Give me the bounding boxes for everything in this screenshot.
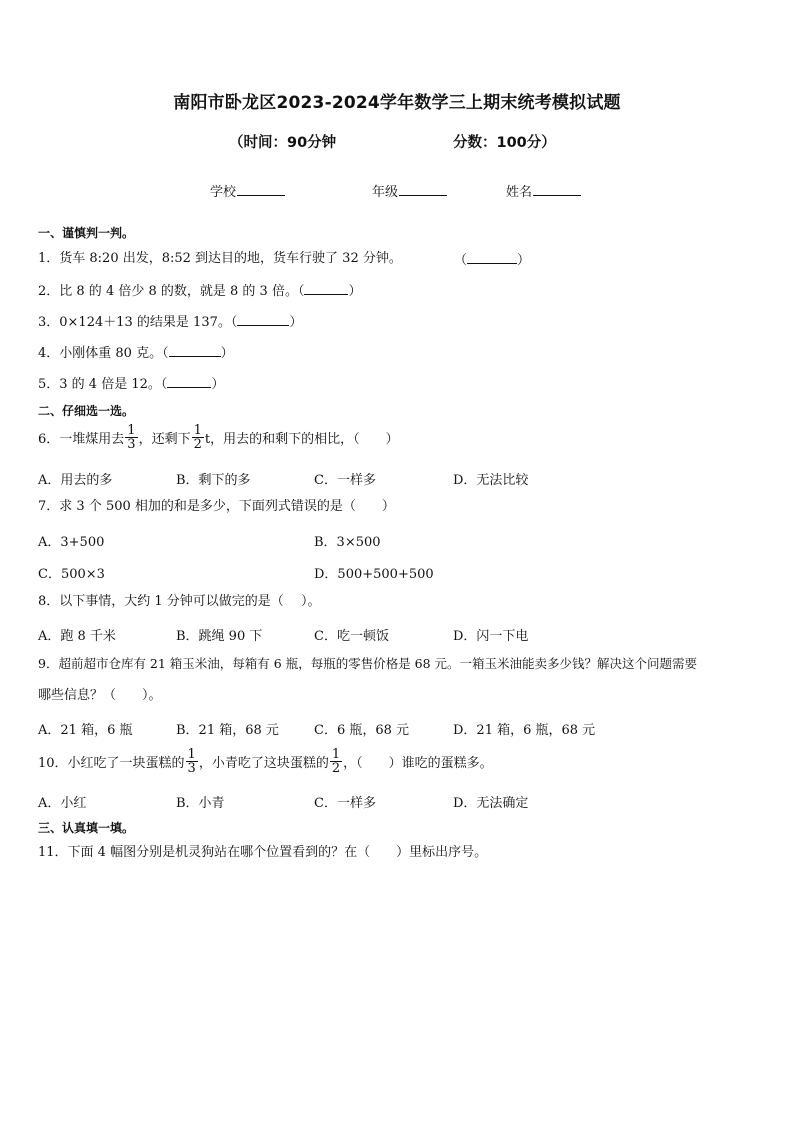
question-4: 4．小刚体重 80 克。（ ） bbox=[38, 346, 234, 361]
answer-blank[interactable] bbox=[237, 313, 289, 326]
q7-option-d[interactable]: D．500+500+500 bbox=[314, 567, 434, 582]
name-field[interactable] bbox=[506, 181, 581, 200]
q7-option-c[interactable]: C．500×3 bbox=[38, 567, 105, 582]
question-7: 7．求 3 个 500 相加的和是多少，下面列式错误的是（ ） bbox=[38, 499, 395, 514]
question-3-text: 3．0×124＋13 的结果是 137。（ bbox=[38, 315, 238, 330]
question-2-text: 2．比 8 的 4 倍少 8 的数，就是 8 的 3 倍。（ bbox=[38, 284, 305, 299]
q10-option-a[interactable]: A．小红 bbox=[38, 796, 87, 811]
question-6: 6．一堆煤用去 $\frac{1}{3}$ ，还剩下 $\frac{1}{2}$ t，用去的和剩下的相比，（ ） bbox=[38, 423, 399, 452]
section-3-heading: 三、认真填一填。 bbox=[38, 821, 135, 835]
exam-score: 分数：100分） bbox=[453, 135, 556, 151]
fraction-one-half: $\frac{1}{2}$ bbox=[331, 747, 341, 776]
question-4-text: 4．小刚体重 80 克。（ bbox=[38, 346, 169, 361]
question-5-text: 5．3 的 4 倍是 12。（ bbox=[38, 377, 168, 392]
q6-option-a[interactable]: A．用去的多 bbox=[38, 473, 113, 488]
q10-option-d[interactable]: D．无法确定 bbox=[453, 796, 529, 811]
fraction-one-third: $\frac{1}{3}$ bbox=[187, 747, 196, 776]
q7-option-a[interactable]: A．3+500 bbox=[38, 535, 105, 550]
grade-blank[interactable] bbox=[399, 183, 447, 196]
q8-option-d[interactable]: D．闪一下电 bbox=[453, 629, 529, 644]
answer-blank[interactable] bbox=[167, 375, 211, 388]
answer-blank[interactable] bbox=[304, 282, 348, 295]
exam-time: （时间：90分钟 bbox=[229, 135, 337, 151]
q9-option-b[interactable]: B．21 箱，68 元 bbox=[176, 723, 279, 738]
fraction-one-half: $\frac{1}{2}$ bbox=[193, 423, 202, 452]
answer-blank[interactable] bbox=[169, 344, 221, 357]
q8-option-b[interactable]: B．跳绳 90 下 bbox=[176, 629, 263, 644]
grade-label: 年级 bbox=[372, 185, 399, 200]
q8-option-a[interactable]: A．跑 8 千米 bbox=[38, 629, 116, 644]
question-10: 10．小红吃了一块蛋糕的 $\frac{1}{3}$ ，小青吃了这块蛋糕的 $\frac{1}{2}$ ，（ ）谁吃的蛋糕多。 bbox=[38, 747, 493, 776]
section-1-heading: 一、谨慎判一判。 bbox=[38, 226, 135, 240]
q10-option-b[interactable]: B．小青 bbox=[176, 796, 225, 811]
name-label: 姓名 bbox=[506, 185, 533, 200]
q9-option-c[interactable]: C．6 瓶，68 元 bbox=[314, 723, 410, 738]
section-2-heading: 二、仔细选一选。 bbox=[38, 404, 135, 418]
question-11: 11．下面 4 幅图分别是机灵狗站在哪个位置看到的？在（ ）里标出序号。 bbox=[38, 845, 488, 860]
q7-option-b[interactable]: B．3×500 bbox=[314, 535, 381, 550]
school-blank[interactable] bbox=[237, 183, 285, 196]
q9-option-a[interactable]: A．21 箱，6 瓶 bbox=[38, 723, 133, 738]
exam-title: 南阳市卧龙区2023-2024学年数学三上期末统考模拟试题 bbox=[173, 93, 621, 113]
question-1 bbox=[38, 251, 402, 267]
q8-option-c[interactable]: C．吃一顿饭 bbox=[314, 629, 389, 644]
q6-option-d[interactable]: D．无法比较 bbox=[453, 473, 529, 488]
school-label: 学校 bbox=[210, 185, 237, 200]
grade-field[interactable] bbox=[372, 181, 447, 200]
answer-blank[interactable] bbox=[467, 251, 517, 264]
question-8: 8．以下事情，大约 1 分钟可以做完的是（ ）。 bbox=[38, 594, 321, 609]
question-9-line-1: 9．超前超市仓库有 21 箱玉米油，每箱有 6 瓶，每瓶的零售价格是 68 元。一箱玉米油能卖多少钱？解决这个问题需要 bbox=[38, 656, 698, 671]
school-field[interactable] bbox=[210, 181, 285, 200]
q6-option-b[interactable]: B．剩下的多 bbox=[176, 473, 251, 488]
question-1-text: 1．货车 8:20 出发，8:52 到达目的地，货车行驶了 32 分钟。 bbox=[38, 251, 402, 266]
question-9-line-2: 哪些信息？（ ）。 bbox=[38, 688, 162, 703]
question-3: 3．0×124＋13 的结果是 137。（ ） bbox=[38, 315, 303, 330]
question-2: 2．比 8 的 4 倍少 8 的数，就是 8 的 3 倍。（ ） bbox=[38, 284, 362, 299]
fraction-one-third: $\frac{1}{3}$ bbox=[127, 423, 136, 452]
question-1-answer[interactable]: （ ） bbox=[454, 253, 531, 268]
q9-option-d[interactable]: D．21 箱，6 瓶，68 元 bbox=[453, 723, 596, 738]
name-blank[interactable] bbox=[533, 183, 581, 196]
question-5: 5．3 的 4 倍是 12。（ ） bbox=[38, 377, 225, 392]
q6-option-c[interactable]: C．一样多 bbox=[314, 473, 376, 488]
q10-option-c[interactable]: C．一样多 bbox=[314, 796, 376, 811]
